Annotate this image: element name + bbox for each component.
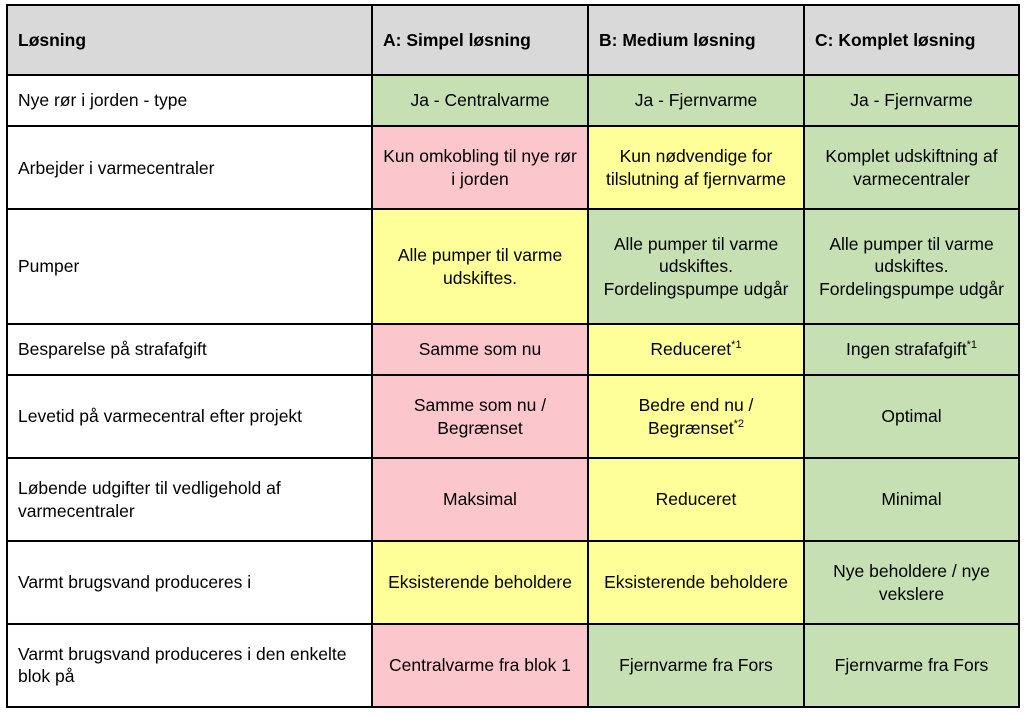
- footnote-marker: *2: [733, 417, 744, 430]
- column-header-option-c: C: Komplet løsning: [804, 5, 1019, 75]
- table-cell: Ja - Fjernvarme: [804, 75, 1019, 126]
- table-cell: Ja - Fjernvarme: [588, 75, 804, 126]
- table-cell: Alle pumper til varme udskiftes. Fordelingspumpe udgår: [588, 209, 804, 324]
- table-cell: Fjernvarme fra Fors: [588, 624, 804, 707]
- table-row: [7, 209, 1019, 324]
- table-cell: Ingen strafafgift$^{*1}$: [804, 324, 1019, 375]
- row-label: Varmt brugsvand produceres i den enkelte blok på: [7, 624, 372, 707]
- table-cell: Maksimal: [372, 458, 588, 541]
- table-row: [7, 75, 1019, 126]
- table-cell: Reduceret$^{*1}$: [588, 324, 804, 375]
- row-label: Varmt brugsvand produceres i: [7, 541, 372, 624]
- table-cell: Fjernvarme fra Fors: [804, 624, 1019, 707]
- column-header-option-a: A: Simpel løsning: [372, 5, 588, 75]
- table-cell: Optimal: [804, 375, 1019, 458]
- row-label: Arbejder i varmecentraler: [7, 126, 372, 209]
- row-label: Besparelse på strafafgift: [7, 324, 372, 375]
- table-row: [7, 375, 1019, 458]
- table-cell: Eksisterende beholdere: [372, 541, 588, 624]
- table-cell: Samme som nu: [372, 324, 588, 375]
- table-cell: Nye beholdere / nye vekslere: [804, 541, 1019, 624]
- table-cell: Ja - Centralvarme: [372, 75, 588, 126]
- table-header-row: [7, 5, 1019, 75]
- footnote-marker: *1: [966, 339, 978, 352]
- table-cell: Bedre end nu / Begrænset$^{*2}$: [588, 375, 804, 458]
- table-cell: Reduceret: [588, 458, 804, 541]
- table-row: [7, 324, 1019, 375]
- row-label: Pumper: [7, 209, 372, 324]
- table-row: [7, 624, 1019, 707]
- table-row: [7, 458, 1019, 541]
- table-cell: Alle pumper til varme udskiftes. Fordelingspumpe udgår: [804, 209, 1019, 324]
- table-cell: Eksisterende beholdere: [588, 541, 804, 624]
- table-cell: Centralvarme fra blok 1: [372, 624, 588, 707]
- table-row: [7, 541, 1019, 624]
- table-body: [7, 75, 1019, 707]
- table-cell: Kun nødvendige for tilslutning af fjernvarme: [588, 126, 804, 209]
- row-label: Løbende udgifter til vedligehold af varmecentraler: [7, 458, 372, 541]
- table-cell: Komplet udskiftning af varmecentraler: [804, 126, 1019, 209]
- table-cell: Minimal: [804, 458, 1019, 541]
- row-label: Nye rør i jorden - type: [7, 75, 372, 126]
- table-cell: Alle pumper til varme udskiftes.: [372, 209, 588, 324]
- column-header-criteria: Løsning: [7, 5, 372, 75]
- table-header: [7, 5, 1019, 75]
- solution-comparison-table: [6, 4, 1020, 708]
- table-row: [7, 126, 1019, 209]
- row-label: Levetid på varmecentral efter projekt: [7, 375, 372, 458]
- column-header-option-b: B: Medium løsning: [588, 5, 804, 75]
- table-cell: Samme som nu / Begrænset: [372, 375, 588, 458]
- footnote-marker: *1: [731, 339, 742, 352]
- table-cell: Kun omkobling til nye rør i jorden: [372, 126, 588, 209]
